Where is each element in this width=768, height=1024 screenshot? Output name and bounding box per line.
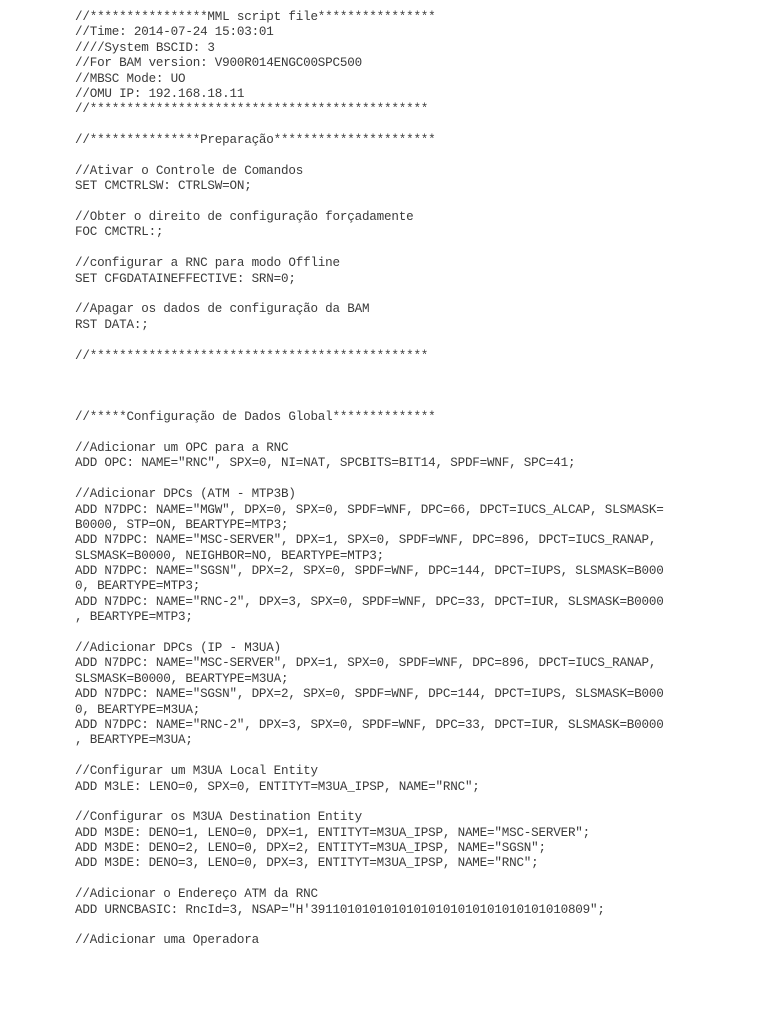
comment-line: //Configurar os M3UA Destination Entity (75, 810, 362, 825)
blank-line (75, 872, 755, 887)
command-line: ADD M3DE: DENO=1, LENO=0, DPX=1, ENTITYT=M3UA_IPSP, NAME="MSC-SERVER"; (75, 825, 591, 840)
blank-line (75, 118, 755, 133)
command-line: 0, BEARTYPE=M3UA; (75, 702, 201, 717)
comment-line: //OMU IP: 192.168.18.11 (75, 86, 245, 101)
blank-line (75, 472, 755, 487)
command-line: ADD N7DPC: NAME="SGSN", DPX=2, SPX=0, SPDF=WNF, DPC=144, DPCT=IUPS, SLSMASK=B000 (75, 687, 664, 702)
command-line: ADD N7DPC: NAME="MGW", DPX=0, SPX=0, SPDF=WNF, DPC=66, DPCT=IUCS_ALCAP, SLSMASK= (75, 502, 664, 517)
command-line: ADD N7DPC: NAME="MSC-SERVER", DPX=1, SPX=0, SPDF=WNF, DPC=896, DPCT=IUCS_RANAP, (75, 656, 657, 671)
comment-line: //For BAM version: V900R014ENGC00SPC500 (75, 56, 362, 71)
command-line: FOC CMCTRL:; (75, 225, 164, 240)
comment-line: //Configurar um M3UA Local Entity (75, 764, 318, 779)
blank-line (75, 918, 755, 933)
command-line: 0, BEARTYPE=MTP3; (75, 579, 201, 594)
command-line: ADD N7DPC: NAME="RNC-2", DPX=3, SPX=0, SPDF=WNF, DPC=33, DPCT=IUR, SLSMASK=B0000 (75, 594, 664, 609)
command-line: ADD N7DPC: NAME="SGSN", DPX=2, SPX=0, SPDF=WNF, DPC=144, DPCT=IUPS, SLSMASK=B000 (75, 564, 664, 579)
blank-line (75, 241, 755, 256)
command-line: ADD URNCBASIC: RncId=3, NSAP="H'39110101010101010101010101010101010809"; (75, 902, 605, 917)
comment-line: //Ativar o Controle de Comandos (75, 163, 304, 178)
command-line: RST DATA:; (75, 317, 149, 332)
command-line: B0000, STP=ON, BEARTYPE=MTP3; (75, 517, 289, 532)
blank-line (75, 287, 755, 302)
blank-line (75, 749, 755, 764)
comment-line: //Adicionar uma Operadora (75, 933, 259, 948)
mml-script-document (75, 10, 755, 949)
blank-line (75, 379, 755, 394)
blank-line (75, 426, 755, 441)
blank-line (75, 795, 755, 810)
blank-line (75, 395, 755, 410)
command-line: SET CFGDATAINEFFECTIVE: SRN=0; (75, 271, 296, 286)
comment-line: //Adicionar o Endereço ATM da RNC (75, 887, 318, 902)
comment-line: //Time: 2014-07-24 15:03:01 (75, 25, 274, 40)
comment-line: //Adicionar DPCs (IP - M3UA) (75, 641, 282, 656)
comment-line: //********************************************** (75, 102, 429, 117)
comment-line: //********************************************** (75, 348, 429, 363)
comment-line: ////System BSCID: 3 (75, 40, 215, 55)
command-line: , BEARTYPE=M3UA; (75, 733, 193, 748)
command-line: ADD N7DPC: NAME="MSC-SERVER", DPX=1, SPX=0, SPDF=WNF, DPC=896, DPCT=IUCS_RANAP, (75, 533, 657, 548)
comment-line: //***************Preparação********************** (75, 133, 436, 148)
comment-line: //*****Configuração de Dados Global************** (75, 410, 436, 425)
comment-line: //****************MML script file**************** (75, 10, 436, 24)
command-line: SLSMASK=B0000, BEARTYPE=M3UA; (75, 671, 289, 686)
comment-line: //MBSC Mode: UO (75, 71, 186, 86)
blank-line (75, 626, 755, 641)
comment-line: //Adicionar DPCs (ATM - MTP3B) (75, 487, 296, 502)
blank-line (75, 333, 755, 348)
command-line: ADD M3DE: DENO=2, LENO=0, DPX=2, ENTITYT=M3UA_IPSP, NAME="SGSN"; (75, 841, 546, 856)
command-line: ADD N7DPC: NAME="RNC-2", DPX=3, SPX=0, SPDF=WNF, DPC=33, DPCT=IUR, SLSMASK=B0000 (75, 717, 664, 732)
command-line: ADD OPC: NAME="RNC", SPX=0, NI=NAT, SPCBITS=BIT14, SPDF=WNF, SPC=41; (75, 456, 576, 471)
command-line: ADD M3LE: LENO=0, SPX=0, ENTITYT=M3UA_IPSP, NAME="RNC"; (75, 779, 480, 794)
comment-line: //Obter o direito de configuração forçadamente (75, 210, 414, 225)
comment-line: //Apagar os dados de configuração da BAM (75, 302, 370, 317)
command-line: ADD M3DE: DENO=3, LENO=0, DPX=3, ENTITYT=M3UA_IPSP, NAME="RNC"; (75, 856, 539, 871)
command-line: , BEARTYPE=MTP3; (75, 610, 193, 625)
command-line: SET CMCTRLSW: CTRLSW=ON; (75, 179, 252, 194)
comment-line: //Adicionar um OPC para a RNC (75, 440, 289, 455)
blank-line (75, 149, 755, 164)
comment-line: //configurar a RNC para modo Offline (75, 256, 340, 271)
blank-line (75, 364, 755, 379)
command-line: SLSMASK=B0000, NEIGHBOR=NO, BEARTYPE=MTP3; (75, 548, 385, 563)
blank-line (75, 195, 755, 210)
